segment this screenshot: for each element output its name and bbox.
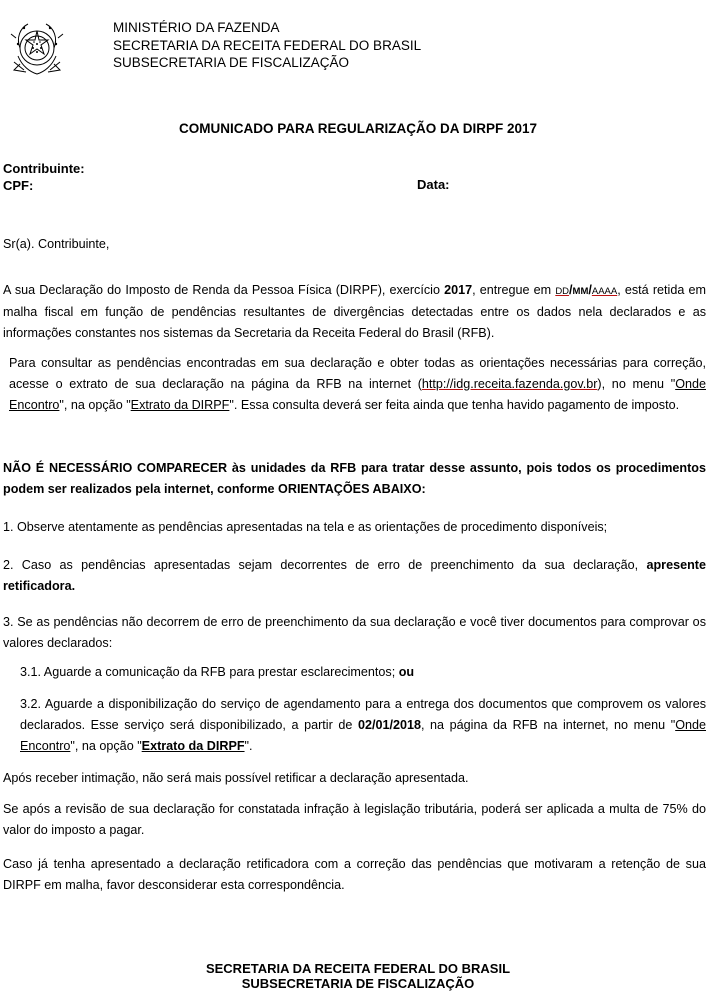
paragraph-consult: Para consultar as pendências encontradas em sua declaração e obter todas as orientações necessárias para correção, acesse o extrato de sua declaração na página da RFB na internet (http://idg.receita.fazenda.gov.br), no menu "Onde Encontro", na opção "Extrato da DIRPF". Essa consulta deverá ser feita ainda que tenha havido pagamento de imposto. (9, 356, 706, 412)
cpf-label: CPF: (3, 178, 34, 193)
instruction-item-3: 3. Se as pendências não decorrem de erro de preenchimento da sua declaração e você tiver documentos para comprovar os valores declarados: (3, 615, 706, 650)
instruction-item-3-1: 3.1. Aguarde a comunicação da RFB para prestar esclarecimentos; ou (20, 665, 415, 679)
receita-website-link[interactable]: http://idg.receita.fazenda.gov.br (421, 377, 598, 391)
date-placeholder-day: DD (555, 286, 570, 297)
menu-onde-encontro-2: Onde Encontro (20, 718, 706, 753)
date-placeholder-year: AAAA (591, 286, 618, 297)
footer-subsecretariat: SUBSECRETARIA DE FISCALIZAÇÃO (241, 976, 475, 991)
paragraph-disregard: Caso já tenha apresentado a declaração retificadora com a correção das pendências que motivaram a retenção de sua DIRPF em malha, favor desconsiderar esta correspondência. (3, 857, 706, 892)
instruction-item-2: 2. Caso as pendências apresentadas sejam decorrentes de erro de preenchimento da sua declaração, apresente retificadora. (3, 558, 706, 593)
footer-secretariat: SECRETARIA DA RECEITA FEDERAL DO BRASIL (205, 961, 511, 976)
footer-signature (0, 961, 716, 991)
date-label: Data: (417, 177, 450, 192)
instruction-item-1: 1. Observe atentamente as pendências apresentadas na tela e as orientações de procedimento disponíveis; (3, 520, 608, 534)
contribuinte-label: Contribuinte: (3, 161, 85, 176)
paragraph-retention: A sua Declaração do Imposto de Renda da Pessoa Física (DIRPF), exercício 2017, entregue em DD/MM/AAAA, está retida em malha fiscal em função de pendências resultantes de divergências detectadas entre os dados nela declarados e as informações constantes nos sistemas da Secretaria da Receita Federal do Brasil (RFB). (3, 283, 706, 340)
date-placeholder-month: MM (572, 286, 589, 297)
option-extrato-dirpf: Extrato da DIRPF (130, 398, 230, 412)
menu-onde-encontro: Onde Encontro (9, 377, 706, 412)
paragraph-after-summons: Após receber intimação, não será mais possível retificar a declaração apresentada. (3, 771, 469, 785)
coat-of-arms-seal (6, 18, 68, 78)
notice-no-attendance: NÃO É NECESSÁRIO COMPARECER às unidades da RFB para tratar desse assunto, pois todos os procedimentos podem ser realizados pela internet, conforme ORIENTAÇÕES ABAIXO: (3, 461, 706, 496)
paragraph-fine: Se após a revisão de sua declaração for constatada infração à legislação tributária, poderá ser aplicada a multa de 75% do valor do imposto a pagar. (3, 802, 706, 837)
ministry-name: MINISTÉRIO DA FAZENDA (113, 20, 280, 35)
option-extrato-dirpf-2: Extrato da DIRPF (141, 739, 245, 753)
secretariat-name: SECRETARIA DA RECEITA FEDERAL DO BRASIL (113, 37, 422, 53)
taxpayer-fields (3, 160, 85, 194)
document-title: COMUNICADO PARA REGULARIZAÇÃO DA DIRPF 2017 (178, 121, 538, 136)
salutation: Sr(a). Contribuinte, (3, 237, 110, 251)
instruction-item-3-2: 3.2. Aguarde a disponibilização do serviço de agendamento para a entrega dos documentos que comprovem os valores declarados. Esse serviço será disponibilizado, a partir de 02/01/2018, na página da RFB na internet, no menu "Onde Encontro", na opção "Extrato da DIRPF". (20, 697, 706, 753)
agency-header (113, 19, 421, 72)
subsecretariat-name: SUBSECRETARIA DE FISCALIZAÇÃO (113, 55, 350, 70)
